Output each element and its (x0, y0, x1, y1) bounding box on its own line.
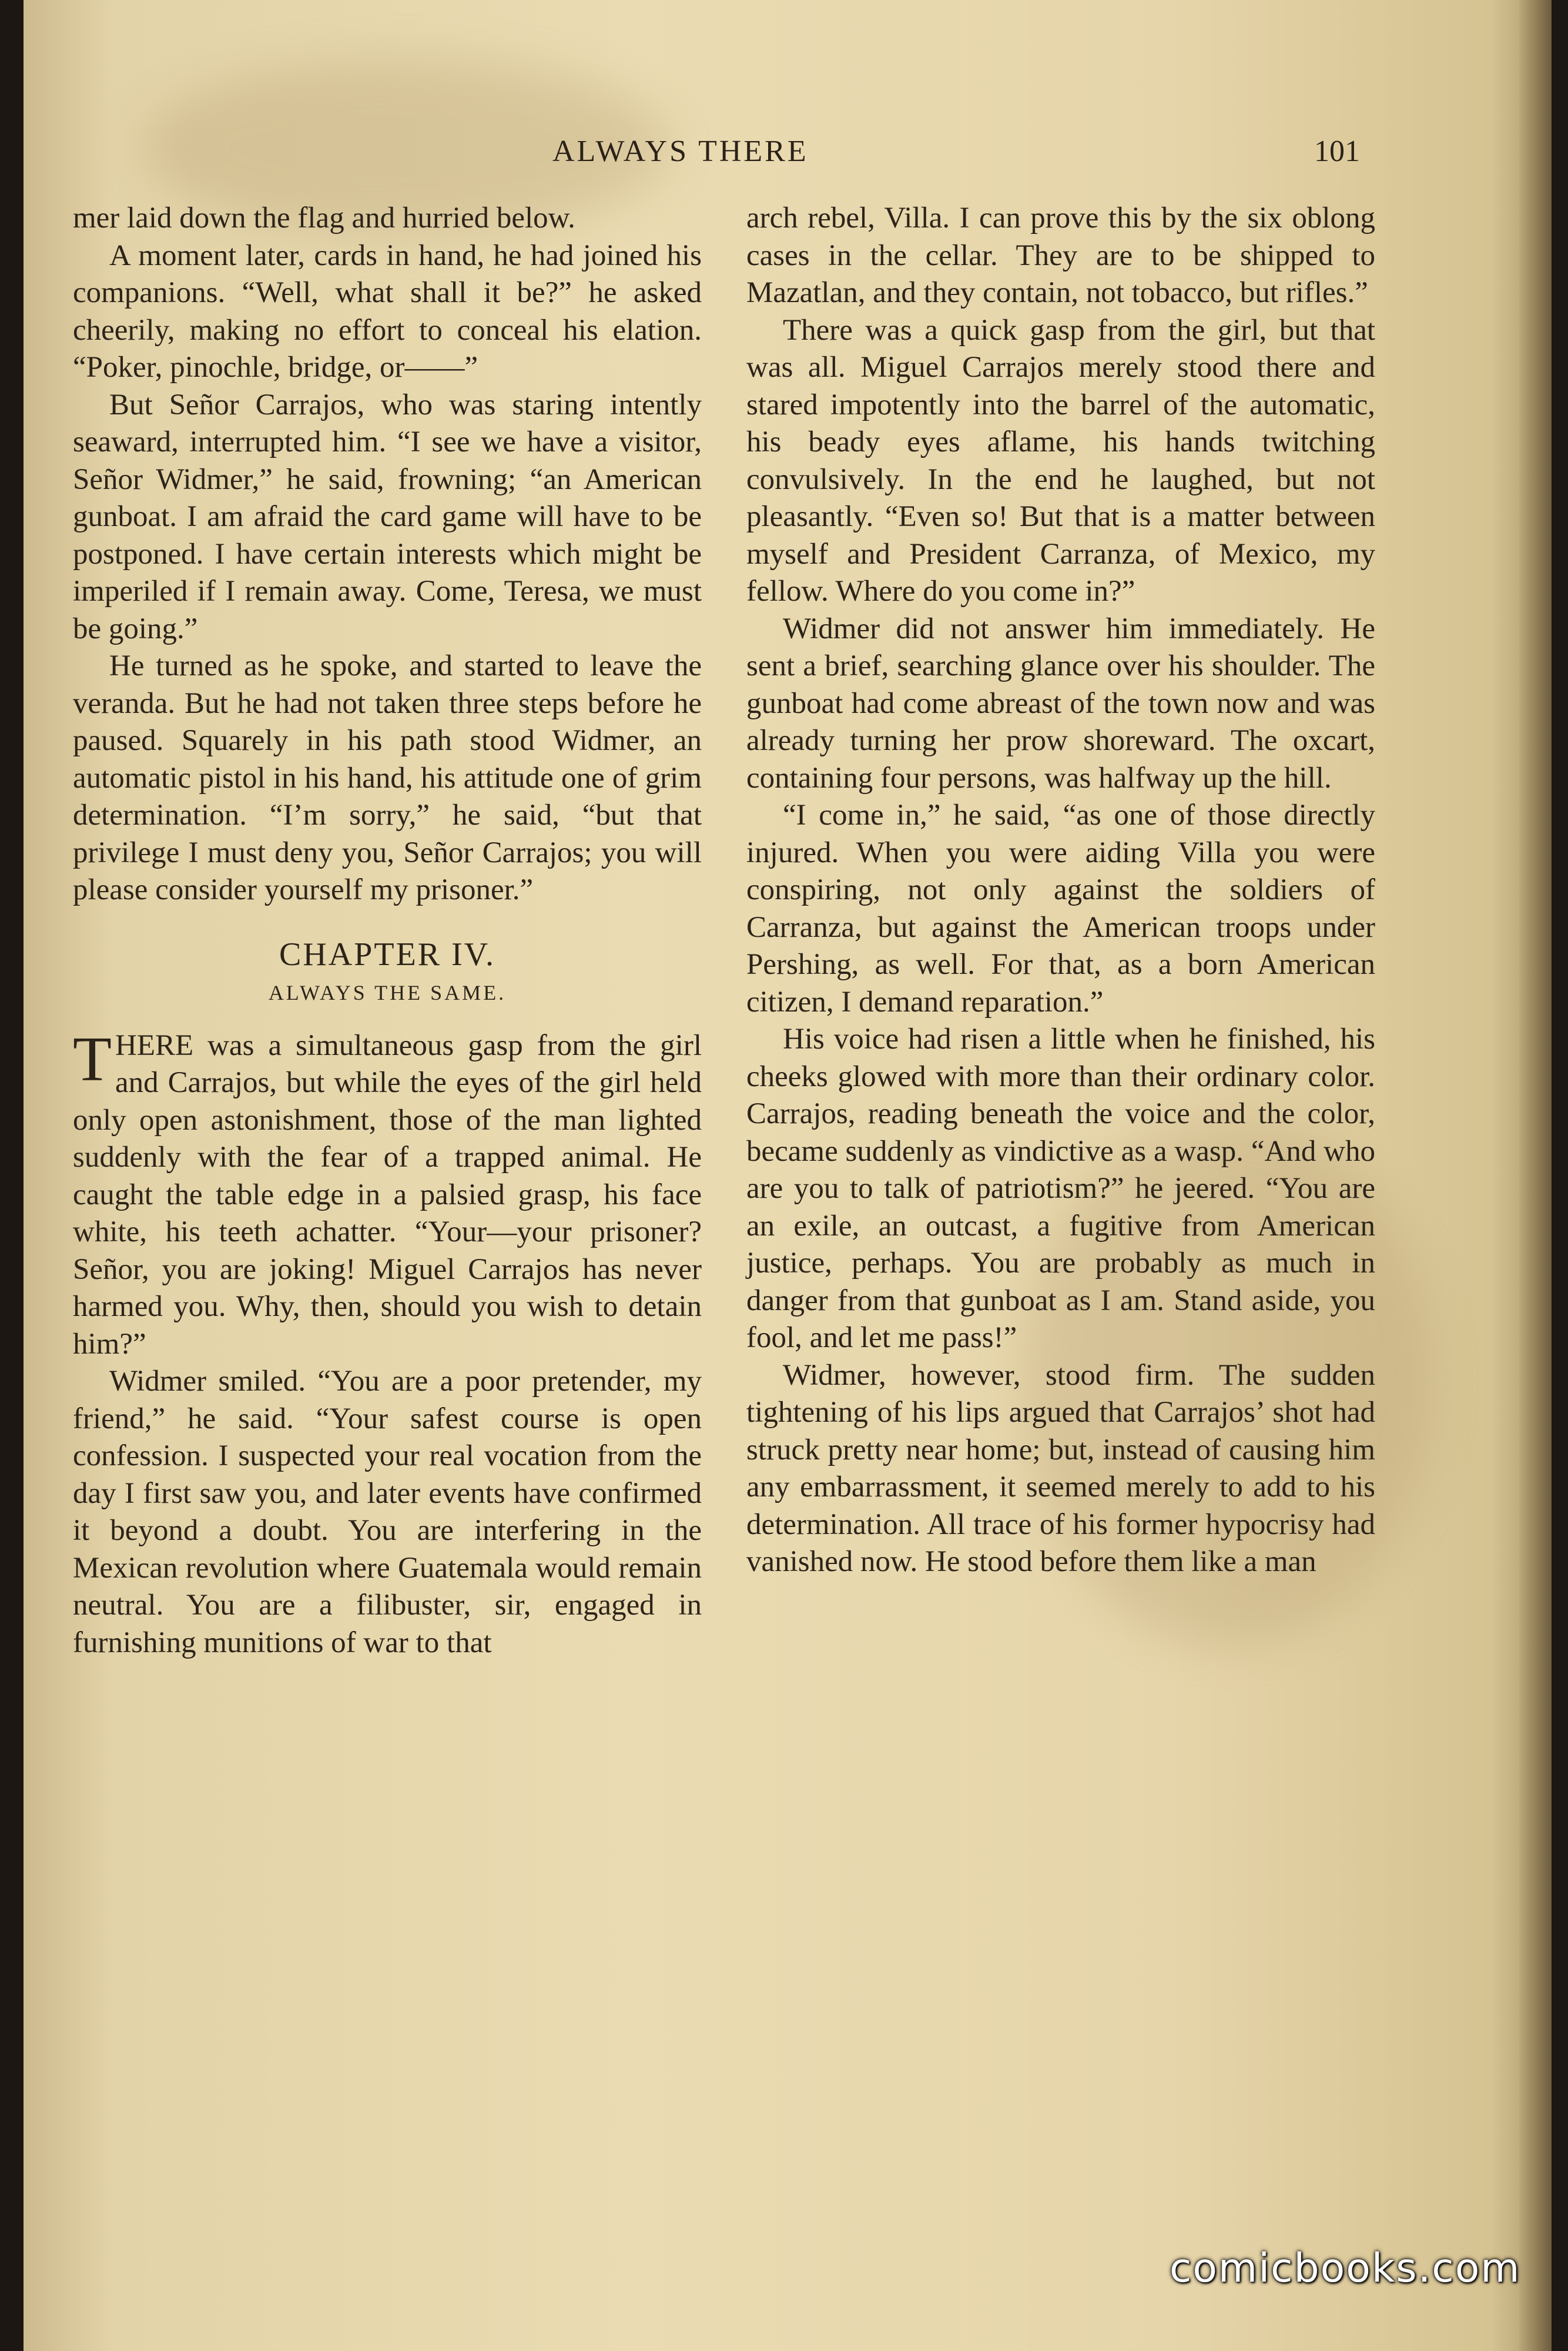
paragraph: He turned as he spoke, and started to leave the veranda. But he had not taken three steps before he paused. Squarely in his path stood Widmer, an automatic pistol in his hand, his attitude one of grim determination. “I’m sorry,” he said, “but that privilege I must deny you, Señor Carrajos; you will please consider yourself my prisoner.” (73, 649, 702, 906)
paragraph: arch rebel, Villa. I can prove this by the six oblong cases in the cellar. They are to be shipped to Mazatlan, and they contain, not tobacco, but rifles.” (746, 202, 1375, 309)
right-column (746, 200, 1375, 1581)
left-column (73, 200, 702, 1662)
paragraph: A moment later, cards in hand, he had joined his companions. “Well, what shall it be?” he asked cheerily, making no effort to conceal his elation. “Poker, pinochle, bridge, or——” (73, 239, 702, 384)
page-number: 101 (1314, 135, 1360, 168)
page-header (24, 134, 1552, 175)
paragraph: His voice had risen a little when he finished, his cheeks glowed with more than their ordinary color. Carrajos, reading beneath the voice and the color, became suddenly as vindictive as a wasp. “And who are you to talk of patriotism?” he jeered. “You are an exile, an outcast, a fugitive from American justice, perhaps. You are probably as much in danger from that gunboat as I am. Stand aside, you fool, and let me pass!” (746, 1023, 1375, 1354)
drop-cap: T (73, 1024, 112, 1094)
paragraph: But Señor Carrajos, who was staring intently seaward, interrupted him. “I see we have a visitor, Señor Widmer,” he said, frowning; “an American gunboat. I am afraid the card game will have to be postponed. I have certain interests which might be imperiled if I remain away. Come, Teresa, we must be going.” (73, 388, 702, 645)
paragraph: Widmer did not answer him immediately. He sent a brief, searching glance over his shoulder. The gunboat had come abreast of the town now and was already turning her prow shoreward. The oxcart, containing four persons, was halfway up the hill. (746, 612, 1375, 795)
paragraph: Widmer, however, stood firm. The sudden tightening of his lips argued that Carrajos’ shot had struck pretty near home; but, instead of causing him any embarrassment, it seemed merely to add to his determination. All trace of his former hypocrisy had vanished now. He stood before them like a man (746, 1358, 1375, 1578)
paragraph: There was a quick gasp from the girl, but that was all. Miguel Carrajos merely stood there and stared impotently into the barrel of the automatic, his beady eyes aflame, his hands twitching convulsively. In the end he laughed, but not pleasantly. “Even so! But that is a matter between myself and President Carranza, of Mexico, my fellow. Where do you come in?” (746, 313, 1375, 608)
paragraph: mer laid down the flag and hurried below. (73, 202, 575, 235)
paragraph: Widmer smiled. “You are a poor pretender, my friend,” he said. “Your safest course is open confession. I suspected your real vocation from the day I first saw you, and later events have confirmed it beyond a doubt. You are interfering in the Mexican revolution where Guatemala would remain neutral. You are a filibuster, sir, engaged in furnishing munitions of war to that (73, 1365, 702, 1659)
watermark: comicbooks.com (1170, 2245, 1521, 2292)
paragraph-text: HERE was a simultaneous gasp from the girl and Carrajos, but while the eyes of the girl held only open astonishment, those of the man lighted suddenly with the fear of a trapped animal. He caught the table edge in a palsied grasp, his face white, his teeth achatter. “Your—your prisoner? Señor, you are joking! Miguel Carrajos has never harmed you. Why, then, should you wish to detain him?” (73, 1029, 702, 1361)
paragraph: “I come in,” he said, “as one of those directly injured. When you were aiding Villa you were conspiring, not only against the soldiers of Carranza, but against the American troops under Pershing, as well. For that, as a born American citizen, I demand reparation.” (746, 799, 1375, 1019)
paragraph (73, 1024, 702, 1364)
chapter-title: CHAPTER IV. (279, 936, 495, 973)
book-page (24, 0, 1552, 2351)
chapter-subtitle: ALWAYS THE SAME. (268, 981, 507, 1004)
page-spine-shadow (1519, 0, 1552, 2351)
running-title: ALWAYS THERE (552, 135, 809, 168)
